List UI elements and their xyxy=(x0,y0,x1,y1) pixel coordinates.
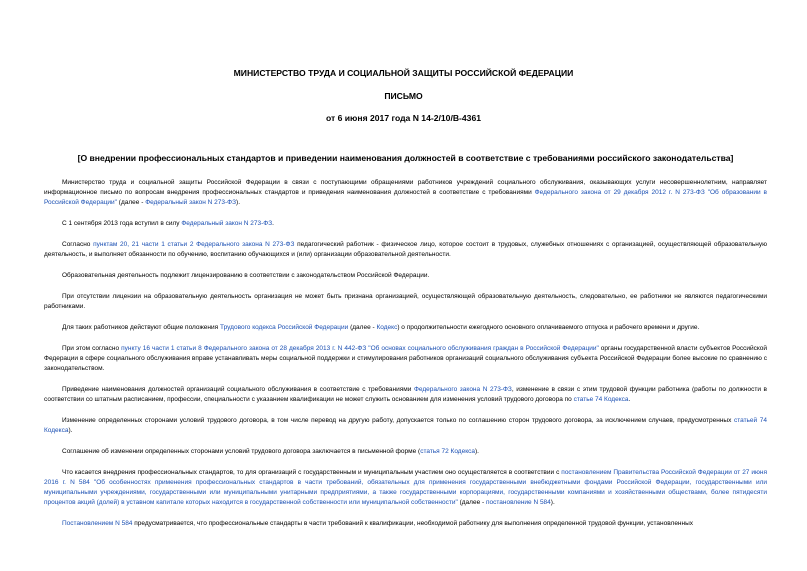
paragraph-text: органы государственной власти субъектов Российской Федерации в сфере социального обслуживания вправе устанавливать меры социальной поддержки и стимулирования работников организаций социального обслуживания субъекта Российской Федерации более высокие по сравнению с законодательством. xyxy=(44,345,768,372)
paragraph-text: Для таких работников действуют общие положения xyxy=(62,324,220,332)
paragraph-text: Согласно xyxy=(62,241,94,248)
document-link[interactable]: статье 74 Кодекса xyxy=(573,396,629,403)
paragraph-text: , изменение в связи с этим трудовой функции работника (работы по должности в соответствии со штатным расписанием, профессии, специальности с указанием квалификации не может служить основанием для изменения условий трудового договора по xyxy=(44,386,767,403)
paragraph-text: Министерство труда и социальной защиты Российской Федерации в связи с поступающими обращениями работников учреждений социального обслуживания, оказывающих услуги несовершеннолетним, направляет информационное письмо по вопросам внедрения профессиональных стандартов и приведения наименования должностей в соответствие с требованиями xyxy=(44,179,767,196)
paragraph xyxy=(44,385,767,405)
document-link[interactable]: Федеральный закон N 273-ФЗ xyxy=(145,198,237,206)
paragraph-text: . xyxy=(272,219,274,227)
document-link[interactable]: статья 72 Кодекса xyxy=(420,448,475,456)
paragraph-text: . xyxy=(628,396,631,403)
paragraph-text: (далее - xyxy=(457,498,486,506)
document-subject: [О внедрении профессиональных стандартов и приведении наименования должностей в соответствие с требованиями российского законодательства] xyxy=(77,153,734,163)
paragraph-text: (далее - xyxy=(348,324,377,332)
paragraph-text: предусматривается, что профессиональные стандарты в части требований к квалификации, необходимой работнику для выполнения определенной трудовой функции, установленных xyxy=(132,520,694,527)
paragraph-text: ) о продолжительности ежегодного основного оплачиваемого отпуска и рабочего времени и другие. xyxy=(397,324,700,332)
paragraph-text: Что касается внедрения профессиональных стандартов, то для организаций с государственным и муниципальным участием оно осуществляется в соответствии с xyxy=(62,469,562,477)
paragraph-text: Образовательная деятельность подлежит лицензированию в соответствии с законодательством Российской Федерации. xyxy=(62,272,430,279)
paragraph-text: Соглашение об изменении определенных сторонами условий трудового договора заключается в письменной форме ( xyxy=(62,448,421,456)
document-link[interactable]: Постановлением N 584 xyxy=(62,520,133,527)
document-link[interactable]: Кодекс xyxy=(376,324,398,332)
paragraph-text: ). xyxy=(68,427,73,434)
paragraph-text: (далее - xyxy=(117,198,146,206)
document-link[interactable]: пунктам 20, 21 части 1 статьи 2 Федерального закона N 273-ФЗ xyxy=(93,241,295,248)
document-link[interactable]: Трудового кодекса Российской Федерации xyxy=(219,324,349,332)
document-link[interactable]: Федерального закона N 273-ФЗ xyxy=(413,386,512,394)
paragraph-text: педагогический работник - физическое лицо, которое состоит в трудовых, служебных отношениях с организацией, осуществляющей образовательную деятельность, и выполняет обязанности по обучению, воспитанию обучающихся и (или) организации образовательной деятельности. xyxy=(44,241,767,258)
paragraph xyxy=(44,519,767,529)
paragraph xyxy=(44,447,767,457)
document-date-number: от 6 июня 2017 года N 14-2/10/В-4361 xyxy=(325,113,482,123)
paragraph-text: При отсутствии лицензии на образовательную деятельность организация не может быть признана организацией, осуществляющей образовательную деятельность, следовательно, ее работники не являются педагогическими работниками. xyxy=(44,293,767,310)
paragraph xyxy=(44,240,767,260)
paragraph-text: С 1 сентября 2013 года вступил в силу xyxy=(62,219,182,227)
document-link[interactable]: постановление N 584 xyxy=(485,498,551,506)
paragraph xyxy=(44,219,767,229)
paragraph-text: Приведение наименования должностей организаций социального обслуживания в соответствие с требованиями xyxy=(62,386,414,394)
paragraph-text: ). xyxy=(475,448,479,456)
paragraph xyxy=(44,416,767,436)
paragraph-text: ). xyxy=(550,498,555,506)
document-link[interactable]: пункту 16 части 1 статьи 8 Федерального закона от 28 декабря 2013 г. N 442-ФЗ "Об основах социального обслуживания граждан в Российской Федерации" xyxy=(121,345,599,353)
paragraph xyxy=(44,178,767,208)
document-link[interactable]: постановлением Правительства Российской Федерации от 27 июня 2016 г. N 584 "Об особенностях применения профессиональных стандартов в части требований, обязательных для применения государственными внебюджетными фондами Российской Федерации, государственными или муниципальными учреждениями, государственными или муниципальными унитарными предприятиями, а также государственными корпорациями, государственными компаниями и хозяйственными обществами, более пятидесяти процентов акций (долей) в уставном капитале которых находится в государственной собственности или муниципальной собственности" xyxy=(44,469,767,506)
paragraph xyxy=(44,292,767,312)
document-type: ПИСЬМО xyxy=(384,91,423,101)
document-body xyxy=(44,178,767,540)
paragraph xyxy=(44,323,767,333)
document-link[interactable]: Федерального закона от 29 декабря 2012 г. N 273-ФЗ "Об образовании в Российской Федерации" xyxy=(44,188,767,206)
paragraph xyxy=(44,468,767,508)
document-link[interactable]: статьей 74 Кодекса xyxy=(44,417,767,434)
paragraph-text: Изменение определенных сторонами условий трудового договора, в том числе перевод на другую работу, допускается только по соглашению сторон трудового договора, за исключением случаев, предусмотренных xyxy=(62,417,734,425)
document-link[interactable]: Федеральный закон N 273-ФЗ xyxy=(181,219,273,227)
paragraph-text: ). xyxy=(236,198,241,206)
paragraph xyxy=(44,271,767,281)
paragraph-text: При этом согласно xyxy=(62,345,122,353)
ministry-title: МИНИСТЕРСТВО ТРУДА И СОЦИАЛЬНОЙ ЗАЩИТЫ РОССИЙСКОЙ ФЕДЕРАЦИИ xyxy=(233,68,574,78)
paragraph xyxy=(44,344,767,374)
